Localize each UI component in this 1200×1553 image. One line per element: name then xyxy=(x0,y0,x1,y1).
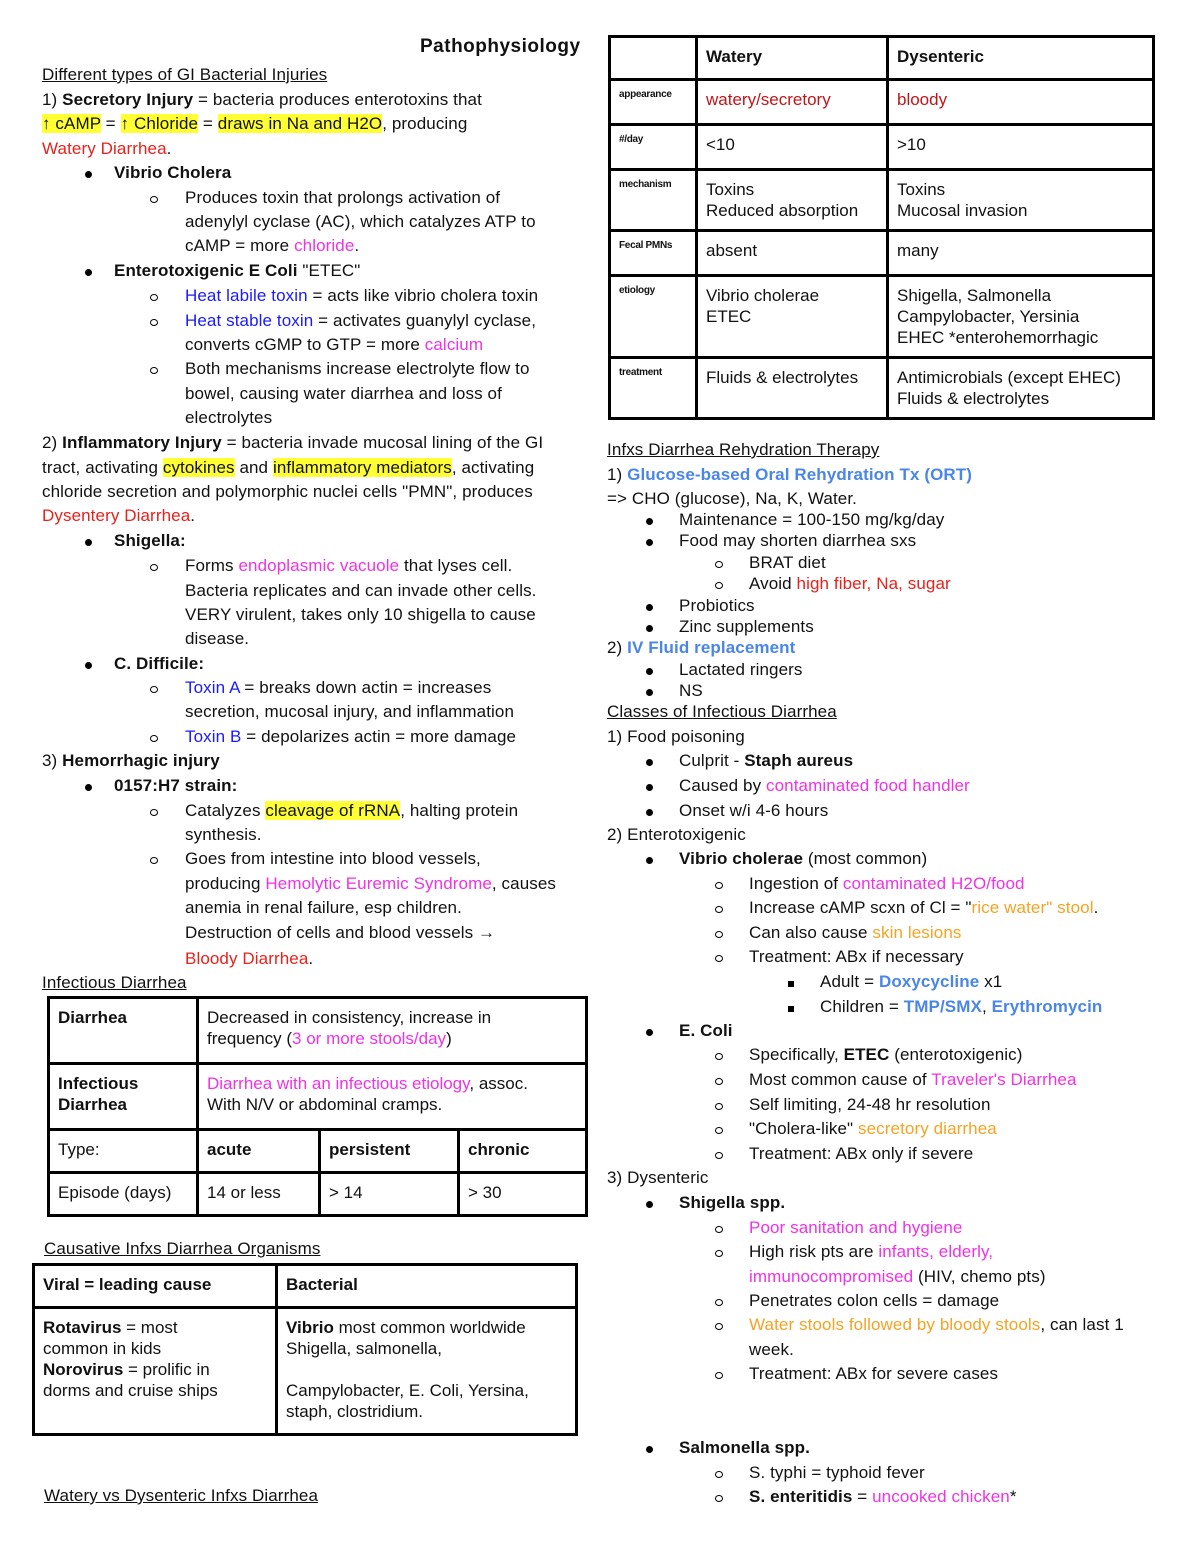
ort-brat: BRAT diet xyxy=(607,551,1167,575)
table-row xyxy=(610,231,1154,276)
bullet-icon xyxy=(84,774,92,798)
table-cell xyxy=(888,276,1154,358)
table-row xyxy=(34,1265,577,1308)
table-cell: > 30 xyxy=(459,1173,587,1216)
circle-bullet-icon xyxy=(150,725,158,749)
strain-line-3: Goes from intestine into blood vessels, xyxy=(42,847,594,871)
etec-heat-stable-2: converts cGMP to GTP = more calcium xyxy=(185,335,484,354)
heading-injuries: Different types of GI Bacterial Injuries xyxy=(42,65,328,84)
table-cell xyxy=(610,358,697,419)
table-cell xyxy=(697,276,888,358)
watery-vs-dysenteric-table xyxy=(608,35,1155,420)
circle-bullet-icon xyxy=(715,896,723,920)
bullet-icon xyxy=(645,749,653,773)
et-ecoli: E. Coli xyxy=(607,1019,1167,1043)
circle-bullet-icon xyxy=(715,921,723,945)
circle-bullet-icon xyxy=(715,572,723,596)
cell-text: Vibrio cholerae xyxy=(706,286,820,305)
bullet-icon xyxy=(84,161,92,185)
strain-line-1: Catalyzes cleavage of rRNA, halting protein xyxy=(42,799,594,823)
circle-bullet-icon xyxy=(715,1117,723,1141)
table-cell: Dysenteric xyxy=(888,37,1154,80)
table-cell xyxy=(888,358,1154,419)
shigella-line-2: Bacteria replicates and can invade other cells. xyxy=(185,581,537,600)
bullet-icon xyxy=(645,774,653,798)
enterotoxigenic-heading: 2) Enterotoxigenic xyxy=(607,825,746,844)
bullet-icon xyxy=(645,847,653,871)
table-cell: Decreased in consistency, increase in frequency (3 or more stools/day) xyxy=(198,998,587,1064)
cell-text: Toxins xyxy=(897,180,946,199)
ort-maint: Maintenance = 100-150 mg/kg/day xyxy=(607,508,1167,532)
table-row xyxy=(610,276,1154,358)
table-cell: Vibrio most common worldwide Shigella, salmonella, Campylobacter, E. Coli, Yersina, staph, clostridium. xyxy=(277,1308,577,1435)
row-label: appearance xyxy=(619,89,672,100)
hemorrhagic-heading: 3) Hemorrhagic injury xyxy=(42,751,220,770)
table-cell xyxy=(610,37,697,80)
cell-text: <10 xyxy=(706,135,735,154)
secretory-line-2: ↑ cAMP = ↑ Chloride = draws in Na and H2O, producing xyxy=(42,114,468,133)
et-children: Children = TMP/SMX, Erythromycin xyxy=(607,995,1167,1019)
vibrio-heading: Vibrio Cholera xyxy=(42,161,594,185)
secretory-line-1: 1) Secretory Injury = bacteria produces enterotoxins that xyxy=(42,90,482,109)
table-row xyxy=(49,998,587,1064)
shigella-line-4: disease. xyxy=(185,629,250,648)
cell-text: >10 xyxy=(897,135,926,154)
table-cell: Watery xyxy=(697,37,888,80)
circle-bullet-icon xyxy=(715,1043,723,1067)
dy-penetrates: Penetrates colon cells = damage xyxy=(607,1289,1167,1313)
table-cell xyxy=(697,80,888,125)
table-row xyxy=(34,1308,577,1435)
inflammatory-line-3: chloride secretion and polymorphic nuclei cells "PMN", produces xyxy=(42,482,533,501)
bullet-icon xyxy=(84,529,92,553)
dy-high-risk-2: immunocompromised (HIV, chemo pts) xyxy=(749,1267,1046,1286)
dy-water-stools-2: week. xyxy=(749,1340,794,1359)
table-cell: Episode (days) xyxy=(49,1173,198,1216)
cell-text: absent xyxy=(706,241,758,260)
circle-bullet-icon xyxy=(715,1313,723,1337)
table-cell xyxy=(610,125,697,170)
square-bullet-icon xyxy=(787,995,795,1019)
bullet-icon xyxy=(645,1019,653,1043)
table-cell: Diarrhea xyxy=(49,998,198,1064)
cell-text: Reduced absorption xyxy=(706,201,859,220)
fp-culprit: Culprit - Staph aureus xyxy=(607,749,1167,773)
dy-water-stools: Water stools followed by bloody stools, can last 1 xyxy=(607,1313,1167,1337)
etec-both-1: Both mechanisms increase electrolyte flow to xyxy=(42,357,594,381)
vibrio-line-2: adenylyl cyclase (AC), which catalyzes ATP to xyxy=(185,212,536,231)
circle-bullet-icon xyxy=(715,1362,723,1386)
ort-zinc: Zinc supplements xyxy=(607,615,1167,639)
cell-text: Campylobacter, Yersinia xyxy=(897,307,1080,326)
etec-both-3: electrolytes xyxy=(185,408,273,427)
inflammatory-line-2: tract, activating cytokines and inflammatory mediators, activating xyxy=(42,458,535,477)
ort-heading: 1) Glucose-based Oral Rehydration Tx (ORT) xyxy=(607,465,973,484)
circle-bullet-icon xyxy=(150,799,158,823)
et-specifically: Specifically, ETEC (enterotoxigenic) xyxy=(607,1043,1167,1067)
table-cell xyxy=(888,125,1154,170)
table-cell xyxy=(610,170,697,231)
row-label: treatment xyxy=(619,367,662,378)
shigella-line-3: VERY virulent, takes only 10 shigella to cause xyxy=(185,605,536,624)
table-row xyxy=(610,125,1154,170)
table-cell xyxy=(697,358,888,419)
cell-text: Fluids & electrolytes xyxy=(706,368,859,387)
table-cell: chronic xyxy=(459,1130,587,1173)
strain-line-5: anemia in renal failure, esp children. xyxy=(185,898,462,917)
table-cell: 14 or less xyxy=(198,1173,320,1216)
circle-bullet-icon xyxy=(150,676,158,700)
inflammatory-line-1: 2) Inflammatory Injury = bacteria invade mucosal lining of the GI xyxy=(42,433,544,452)
cell-text: watery/secretory xyxy=(706,90,831,109)
dy-typhi: S. typhi = typhoid fever xyxy=(607,1461,1167,1485)
et-adult: Adult = Doxycycline x1 xyxy=(607,970,1167,994)
table-row xyxy=(610,80,1154,125)
ort-line-1: => CHO (glucose), Na, K, Water. xyxy=(607,489,857,508)
table-cell xyxy=(888,170,1154,231)
circle-bullet-icon xyxy=(150,186,158,210)
circle-bullet-icon xyxy=(715,1216,723,1240)
etec-heading: Enterotoxigenic E Coli "ETEC" xyxy=(42,259,594,283)
et-self-limiting: Self limiting, 24-48 hr resolution xyxy=(607,1093,1167,1117)
table-cell xyxy=(697,170,888,231)
et-ingestion: Ingestion of contaminated H2O/food xyxy=(607,872,1167,896)
square-bullet-icon xyxy=(787,970,795,994)
table-cell xyxy=(697,231,888,276)
row-label: Fecal PMNs xyxy=(619,240,673,251)
table-cell xyxy=(888,80,1154,125)
iv-ns: NS xyxy=(607,679,1167,703)
ort-food: Food may shorten diarrhea sxs xyxy=(607,529,1167,553)
row-label: mechanism xyxy=(619,179,672,190)
bullet-icon xyxy=(84,259,92,283)
heading-classes: Classes of Infectious Diarrhea xyxy=(607,702,837,721)
strain-heading: 0157:H7 strain: xyxy=(42,774,594,798)
dy-treatment: Treatment: ABx for severe cases xyxy=(607,1362,1167,1386)
table-cell: Bacterial xyxy=(277,1265,577,1308)
infectious-diarrhea-table xyxy=(47,996,588,1217)
cdiff-toxin-a-2: secretion, mucosal injury, and inflammation xyxy=(185,702,515,721)
strain-line-4: producing Hemolytic Euremic Syndrome, causes xyxy=(185,874,557,893)
table-row xyxy=(610,170,1154,231)
table-row xyxy=(610,37,1154,80)
table-cell xyxy=(697,125,888,170)
circle-bullet-icon xyxy=(715,872,723,896)
dy-enteritidis: S. enteritidis = uncooked chicken* xyxy=(607,1485,1167,1509)
cell-text: Mucosal invasion xyxy=(897,201,1028,220)
cell-text: Antimicrobials (except EHEC) xyxy=(897,368,1121,387)
circle-bullet-icon xyxy=(715,1142,723,1166)
table-cell: Diarrhea with an infectious etiology, assoc. With N/V or abdominal cramps. xyxy=(198,1064,587,1130)
row-label: etiology xyxy=(619,285,655,296)
inflammatory-line-4: Dysentery Diarrhea. xyxy=(42,506,196,525)
strain-line-7: Bloody Diarrhea. xyxy=(185,949,314,968)
circle-bullet-icon xyxy=(715,1068,723,1092)
page-title: Pathophysiology xyxy=(420,36,581,57)
table-cell: Type: xyxy=(49,1130,198,1173)
ort-avoid: Avoid high fiber, Na, sugar xyxy=(607,572,1167,596)
ort-probiotics: Probiotics xyxy=(607,594,1167,618)
et-cholera-like: "Cholera-like" secretory diarrhea xyxy=(607,1117,1167,1141)
circle-bullet-icon xyxy=(715,945,723,969)
iv-lr: Lactated ringers xyxy=(607,658,1167,682)
circle-bullet-icon xyxy=(150,357,158,381)
bullet-icon xyxy=(645,1191,653,1215)
table-cell: Infectious Diarrhea xyxy=(49,1064,198,1130)
dy-poor: Poor sanitation and hygiene xyxy=(607,1216,1167,1240)
circle-bullet-icon xyxy=(150,554,158,578)
causative-organisms-table xyxy=(32,1263,578,1436)
iv-heading: 2) IV Fluid replacement xyxy=(607,638,796,657)
cell-text: bloody xyxy=(897,90,948,109)
circle-bullet-icon xyxy=(715,1240,723,1264)
table-cell: Rotavirus = most common in kids Norovirus = prolific in dorms and cruise ships xyxy=(34,1308,277,1435)
circle-bullet-icon xyxy=(150,284,158,308)
dy-high-risk: High risk pts are infants, elderly, xyxy=(607,1240,1167,1264)
etec-heat-labile: Heat labile toxin = acts like vibrio cholera toxin xyxy=(42,284,594,308)
heading-infectious: Infectious Diarrhea xyxy=(42,973,187,992)
row-label: #/day xyxy=(619,134,644,145)
table-cell: > 14 xyxy=(320,1173,459,1216)
bullet-icon xyxy=(84,652,92,676)
etec-both-2: bowel, causing water diarrhea and loss of xyxy=(185,384,502,403)
cdiff-toxin-a: Toxin A = breaks down actin = increases xyxy=(42,676,594,700)
strain-line-2: synthesis. xyxy=(185,825,262,844)
table-cell xyxy=(888,231,1154,276)
bullet-icon xyxy=(645,1436,653,1460)
bullet-icon xyxy=(645,529,653,553)
vibrio-line-3: cAMP = more chloride. xyxy=(185,236,360,255)
table-cell: Viral = leading cause xyxy=(34,1265,277,1308)
cdiff-heading: C. Difficile: xyxy=(42,652,594,676)
et-vibrio: Vibrio cholerae (most common) xyxy=(607,847,1167,871)
cell-text: Shigella, Salmonella xyxy=(897,286,1052,305)
circle-bullet-icon xyxy=(715,1485,723,1509)
etec-heat-stable: Heat stable toxin = activates guanylyl cyclase, xyxy=(42,309,594,333)
et-treatment: Treatment: ABx if necessary xyxy=(607,945,1167,969)
vibrio-line-1: Produces toxin that prolongs activation of xyxy=(42,186,594,210)
shigella-heading: Shigella: xyxy=(42,529,594,553)
table-cell xyxy=(610,80,697,125)
bullet-icon xyxy=(645,799,653,823)
circle-bullet-icon xyxy=(715,1461,723,1485)
circle-bullet-icon xyxy=(715,1093,723,1117)
dysenteric-heading: 3) Dysenteric xyxy=(607,1168,709,1187)
table-cell xyxy=(610,276,697,358)
cell-text: EHEC *enterohemorrhagic xyxy=(897,328,1099,347)
heading-watery-vs-dysenteric: Watery vs Dysenteric Infxs Diarrhea xyxy=(44,1486,318,1505)
table-cell xyxy=(610,231,697,276)
table-row xyxy=(49,1130,587,1173)
strain-line-6: Destruction of cells and blood vessels → xyxy=(185,923,496,942)
shigella-line-1: Forms endoplasmic vacuole that lyses cell. xyxy=(42,554,594,578)
food-poisoning-heading: 1) Food poisoning xyxy=(607,727,745,746)
dy-salmonella: Salmonella spp. xyxy=(607,1436,1167,1460)
circle-bullet-icon xyxy=(150,309,158,333)
table-cell: persistent xyxy=(320,1130,459,1173)
circle-bullet-icon xyxy=(715,1289,723,1313)
circle-bullet-icon xyxy=(150,847,158,871)
cell-text: ETEC xyxy=(706,307,752,326)
cell-text: Toxins xyxy=(706,180,755,199)
fp-onset: Onset w/i 4-6 hours xyxy=(607,799,1167,823)
secretory-line-3: Watery Diarrhea. xyxy=(42,139,172,158)
heading-rehydration: Infxs Diarrhea Rehydration Therapy xyxy=(607,440,880,459)
cdiff-toxin-b: Toxin B = depolarizes actin = more damage xyxy=(42,725,594,749)
dy-shigella: Shigella spp. xyxy=(607,1191,1167,1215)
cell-text: many xyxy=(897,241,939,260)
table-row xyxy=(610,358,1154,419)
table-row xyxy=(49,1064,587,1130)
fp-caused: Caused by contaminated food handler xyxy=(607,774,1167,798)
cell-text: Fluids & electrolytes xyxy=(897,389,1050,408)
table-row xyxy=(49,1173,587,1216)
et-most-common: Most common cause of Traveler's Diarrhea xyxy=(607,1068,1167,1092)
table-cell: acute xyxy=(198,1130,320,1173)
heading-causative: Causative Infxs Diarrhea Organisms xyxy=(44,1239,321,1258)
et-increase: Increase cAMP scxn of Cl = "rice water" stool. xyxy=(607,896,1167,920)
et-treatment-2: Treatment: ABx only if severe xyxy=(607,1142,1167,1166)
et-skin: Can also cause skin lesions xyxy=(607,921,1167,945)
